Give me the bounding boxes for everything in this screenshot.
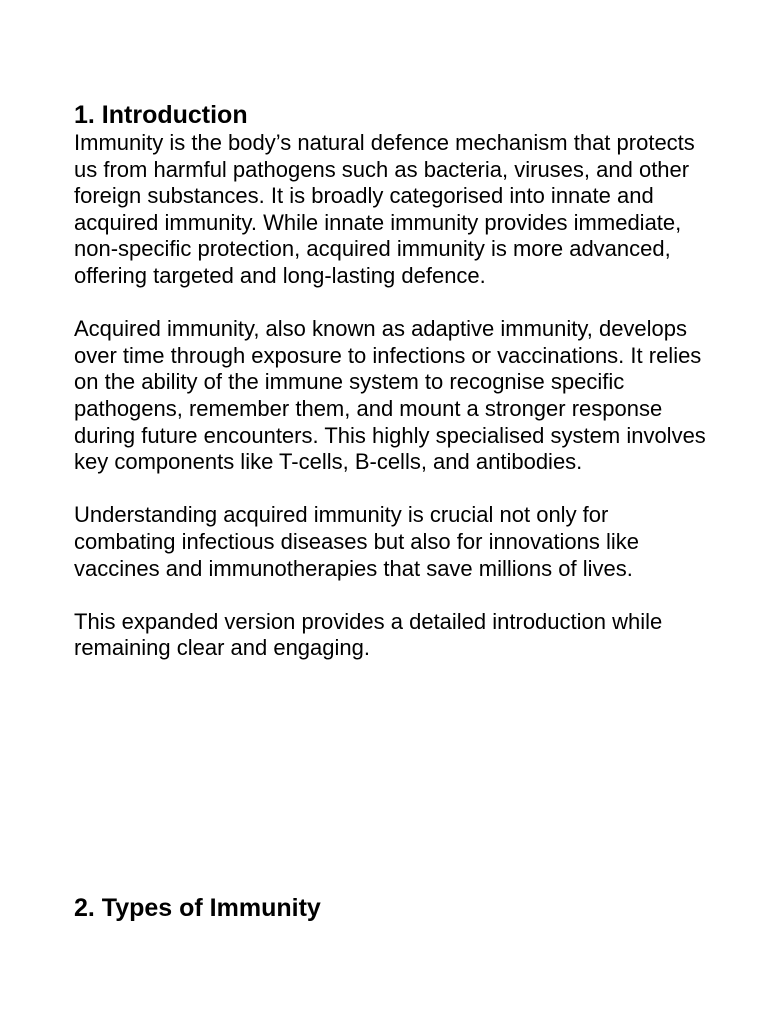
section-introduction: [74, 100, 714, 662]
paragraph: Acquired immunity, also known as adaptive immunity, develops over time through exposure to infections or vaccinations. It relies on the ability of the immune system to recognise specific pathogens, remember them, and mount a stronger response during future encounters. This highly specialised system involves key components like T-cells, B-cells, and antibodies.: [74, 316, 706, 475]
section-heading: 2. Types of Immunity: [74, 894, 321, 922]
paragraph: This expanded version provides a detailed introduction while remaining clear and engaging.: [74, 608, 663, 661]
section-heading: 1. Introduction: [74, 101, 248, 129]
paragraph: Understanding acquired immunity is crucial not only for combating infectious diseases but also for innovations like vaccines and immunotherapies that save millions of lives.: [74, 502, 639, 581]
section-types-of-immunity: [74, 893, 714, 923]
paragraph: Immunity is the body’s natural defence mechanism that protects us from harmful pathogens such as bacteria, viruses, and other foreign substances. It is broadly categorised into innate and acquired immunity. While innate immunity provides immediate, non-specific protection, acquired immunity is more advanced, offering targeted and long-lasting defence.: [74, 130, 695, 288]
